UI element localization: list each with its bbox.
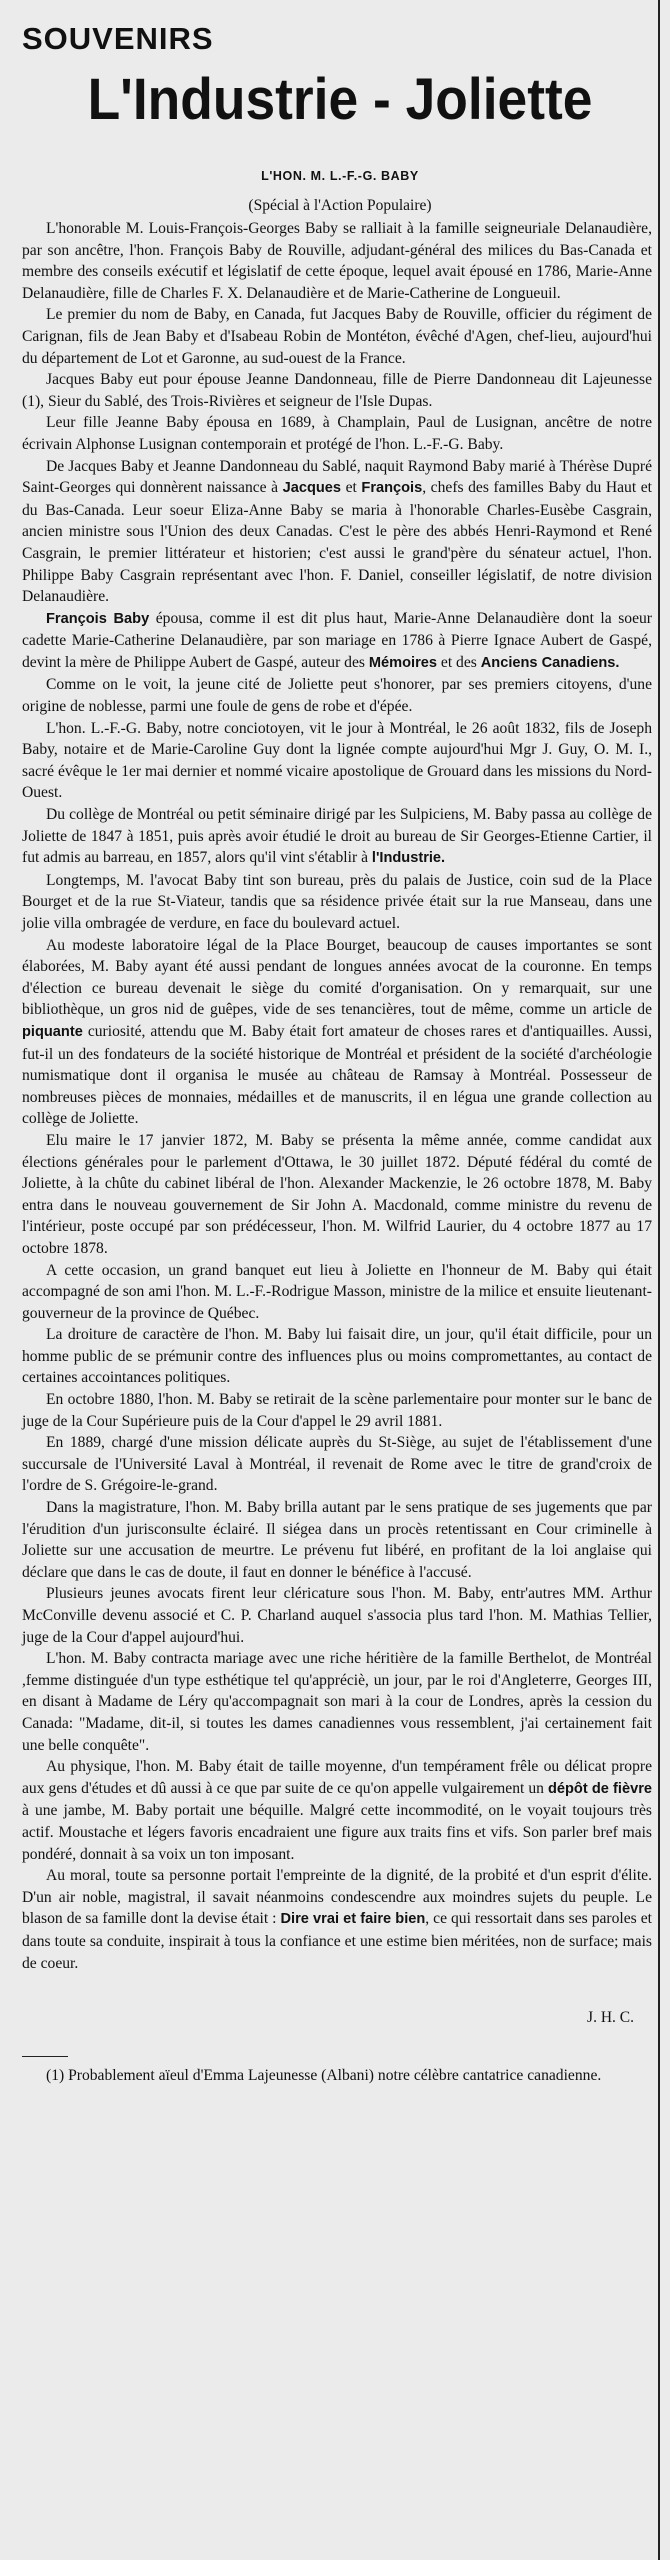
emphasized-text: piquante (22, 1023, 83, 1040)
article-paragraph (22, 1130, 652, 1260)
article-footnote: (1) Probablement aïeul d'Emma Lajeunesse (Albani) notre célèbre cantatrice canadienne. (46, 2067, 602, 2085)
article-paragraph (22, 1497, 652, 1583)
emphasized-text: Jacques (282, 480, 342, 497)
paragraph-text: , chefs des familles Baby du Haut et du Bas-Canada. Leur soeur Eliza-Anne Baby se maria à l'honorable Charles-Eusèbe Casgrain, ancien ministre sous l'Union des deux Canadas. C'est le père des abbés Henri-Raymond et René Casgrain, le premier littérateur et historien; c'est aussi le grand'père du sénateur actuel, l'hon. Philippe Baby Casgrain représentant avec l'hon. F. Daniel, conseiller législatif, de notre division Delanaudière. (22, 479, 652, 606)
article-source: (Spécial à l'Action Populaire) (248, 197, 432, 214)
paragraph-text: à une jambe, M. Baby portait une béquille. Malgré cette incommodité, on le voyait toujours très actif. Moustache et légers favoris encadraient une figure aux traits fins et vifs. Son parler bref mais pondéré, donnait à sa voix un ton imposant. (22, 1802, 652, 1863)
article-paragraph (22, 1432, 652, 1497)
article-headline: L'Industrie - Joliette (87, 67, 593, 132)
paragraph-text: L'honorable M. Louis-François-Georges Baby se ralliait à la famille seigneuriale Delanaudière, par son ancêtre, l'hon. François Baby de Rouville, adjudant-général des milices du Bas-Canada et membre des conseils exécutif et législatif de cette époque, lequel avait épousé en 1786, Marie-Anne Delanaudière, fille de Charles F. X. Delanaudière et de Marie-Catherine de Longueuil. (22, 220, 652, 302)
paragraph-text: Le premier du nom de Baby, en Canada, fut Jacques Baby de Rouville, officier du régiment de Carignan, fils de Jean Baby et d'Isabeau Robin de Montéton, évêché d'Agen, chef-lieu, aujourd'hui du département de Lot et Garonne, au sud-ouest de la France. (22, 306, 652, 367)
article-paragraph (22, 804, 652, 870)
paragraph-text: Du collège de Montréal ou petit séminaire dirigé par les Sulpiciens, M. Baby passa au collège de Joliette de 1847 à 1851, puis après avoir étudié le droit au bureau de Sir Georges-Etienne Cartier, il fut admis au barreau, en 1857, alors qu'il vint s'établir à (22, 806, 652, 867)
emphasized-text: François Baby (46, 610, 150, 627)
article-paragraph (22, 1324, 652, 1389)
paragraph-text: La droiture de caractère de l'hon. M. Baby lui faisait dire, un jour, qu'il était difficile, pour un homme public de se prémunir contre des influences plus ou moins compromettantes, au contact de certaines accointances politiques. (22, 1326, 652, 1387)
paragraph-text: et des (437, 653, 481, 671)
section-kicker: SOUVENIRS (22, 21, 214, 56)
emphasized-text: Anciens Canadiens. (480, 654, 620, 671)
article-paragraph (22, 304, 652, 369)
paragraph-text: En octobre 1880, l'hon. M. Baby se retirait de la scène parlementaire pour monter sur le banc de juge de la Cour Supérieure puis de la Cour d'appel le 29 avril 1881. (22, 1391, 652, 1430)
article-paragraph (22, 935, 652, 1130)
article-paragraph (22, 1389, 652, 1432)
paragraph-text: En 1889, chargé d'une mission délicate auprès du St-Siège, au sujet de l'établissement d'une succursale de l'Université Laval à Montréal, il revenait de Rome avec le titre de grand'croix de l'ordre de S. Grégoire-le-grand. (22, 1434, 652, 1495)
paragraph-text: L'hon. L.-F.-G. Baby, notre conciotoyen, vit le jour à Montréal, le 26 août 1832, fils de Joseph Baby, notaire et de Marie-Caroline Guy dont la lignée compte aujourd'hui Mgr J. Guy, O. M. I., sacré évêque le 1er mai dernier et nommé vicaire apostolique de Grouard dans les missions du Nord-Ouest. (22, 719, 652, 802)
paragraph-text: Au physique, l'hon. M. Baby était de taille moyenne, d'un tempérament frêle ou délicat propre aux gens d'études et dû aussi à ce que par suite de ce qu'on appelle vulgairement un (22, 1758, 652, 1797)
article-paragraph (22, 1865, 652, 1974)
article-paragraph (22, 1583, 652, 1648)
article-paragraph (22, 412, 652, 455)
article-paragraph (22, 218, 652, 304)
paragraph-text: Jacques Baby eut pour épouse Jeanne Dandonneau, fille de Pierre Dandonneau dit Lajeunesse (1), Sieur du Sablé, des Trois-Rivières et seigneur de l'Isle Dupas. (22, 371, 652, 410)
emphasized-text: Mémoires (368, 654, 437, 671)
paragraph-text: Longtemps, M. l'avocat Baby tint son bureau, près du palais de Justice, coin sud de la Place Bourget et de la rue St-Viateur, tandis que sa résidence privée était sur la rue Manseau, dans une jolie villa ombragée de verdure, en face du boulevard actuel. (22, 871, 652, 932)
paragraph-text: L'hon. M. Baby contracta mariage avec une riche héritière de la famille Berthelot, de Montréal ,femme distinguée d'un type esthétique tel qu'appréciè, un jour, par le roi d'Angleterre, Georges III, en disant à Madame de Léry qu'accompagnait son mari à la cour de Londres, après la cession du Canada: "Madame, dit-il, si toutes les dames canadiennes vous ressemblent, j'ai certainement fait une belle conquête". (22, 1650, 652, 1754)
article-paragraph (22, 1260, 652, 1325)
paragraph-text: Comme on le voit, la jeune cité de Joliette peut s'honorer, par ses premiers citoyens, d'une origine de noblesse, parmi une foule de gens de robe et d'épée. (22, 676, 652, 716)
article-paragraph (22, 1756, 652, 1865)
paragraph-text: et (341, 479, 362, 497)
paragraph-text: épousa, comme il est dit plus haut, Marie-Anne Delanaudière dont la soeur cadette Marie-Catherine Delanaudière, par son mariage en 1786 à Pierre Ignace Aubert de Gaspé, devint la mère de Philippe Aubert de Gaspé, auteur des (22, 609, 653, 671)
article-paragraph (22, 870, 652, 935)
emphasized-text: l'Industrie. (371, 850, 446, 867)
column-rule (658, 0, 660, 2560)
paragraph-text: Au moral, toute sa personne portait l'empreinte de la dignité, de la probité et d'un esprit d'élite. D'un air noble, magistral, il savait néanmoins condescendre aux moindres sujets du peuple. Le blason de sa famille dont la devise était : (22, 1867, 652, 1928)
article-byline: L'HON. M. L.-F.-G. BABY (261, 169, 419, 183)
article-signature: J. H. C. (587, 2009, 634, 2027)
footnote-rule (22, 2056, 68, 2057)
paragraph-text: De Jacques Baby et Jeanne Dandonneau du Sablé, naquit Raymond Baby marié à Thérèse Dupré Saint-Georges qui donnèrent naissance à (22, 457, 652, 497)
article-paragraph (22, 456, 652, 608)
article-paragraph (22, 608, 652, 675)
emphasized-text: dépôt de fièvre (547, 1780, 652, 1797)
paragraph-text: curiosité, attendu que M. Baby était fort amateur de choses rares et d'antiquailles. Aussi, fut-il un des fondateurs de la société historique de Montréal et président de la société d'archéologie numismatique dont il organisa le musée au château de Ramsay à Montréal. Possesseur de nombreuses pièces de monnaies, médailles et de manuscrits, il en légua une grande collection au collège de Joliette. (22, 1022, 652, 1128)
paragraph-text: Plusieurs jeunes avocats firent leur cléricature sous l'hon. M. Baby, entr'autres MM. Arthur McConville devenu associé et C. P. Charland auquel s'associa plus tard l'hon. M. Mathias Tellier, juge de la Cour d'appel aujourd'hui. (22, 1585, 652, 1646)
paragraph-text: Leur fille Jeanne Baby épousa en 1689, à Champlain, Paul de Lusignan, ancêtre de notre écrivain Alphonse Lusignan contemporain et protégé de l'hon. L.-F.-G. Baby. (22, 414, 652, 453)
paragraph-text: , ce qui ressortait dans ses paroles et dans toute sa conduite, inspirait à tous la confiance et une estime bien méritées, non de surface; mais de coeur. (22, 1910, 652, 1972)
article-paragraph (22, 718, 652, 804)
paragraph-text: Dans la magistrature, l'hon. M. Baby brilla autant par le sens pratique de ses jugements que par l'érudition d'un jurisconsulte éclairé. Il siégea dans un procès retentissant en Cour criminelle à Joliette sur une accusation de meurtre. Le prévenu fut libéré, en profitant de la loi anglaise qui déclare que dans le cas de doute, il faut en donner le bénéfice à l'accusé. (22, 1499, 652, 1581)
article-body (22, 218, 658, 1974)
paragraph-text: A cette occasion, un grand banquet eut lieu à Joliette en l'honneur de M. Baby qui était accompagné de son ami l'hon. M. L.-F.-Rodrigue Masson, ministre de la milice et ensuite lieutenant-gouverneur de la province de Québec. (22, 1261, 652, 1322)
paragraph-text: Elu maire le 17 janvier 1872, M. Baby se présenta la même année, comme candidat aux élections générales pour le parlement d'Ottawa, le 30 juillet 1872. Député fédéral du comté de Joliette, à la chûte du cabinet libéral de l'hon. Alexander Mackenzie, le 26 octobre 1878, M. Baby entra dans le nouveau gouvernement de Sir John A. Macdonald, comme ministre du revenu de l'intérieur, poste occupé par son prédécesseur, l'hon. M. Wilfrid Laurier, du 4 octobre 1877 au 17 octobre 1878. (22, 1131, 652, 1257)
paragraph-text: Au modeste laboratoire légal de la Place Bourget, beaucoup de causes importantes se sont élaborées, M. Baby ayant été aussi pendant de longues années avocat de la couronne. En temps d'élection ce bureau devenait le siège du comité d'organisation. On y remarquait, sur une bibliothèque, un gros nid de guêpes, vide de ses tenancières, tout de même, comme un article de (22, 936, 652, 1019)
emphasized-text: François (361, 480, 423, 497)
emphasized-text: Dire vrai et faire bien (280, 1911, 426, 1928)
article-paragraph (22, 369, 652, 412)
article-paragraph (22, 1648, 652, 1756)
article-paragraph (22, 674, 652, 717)
